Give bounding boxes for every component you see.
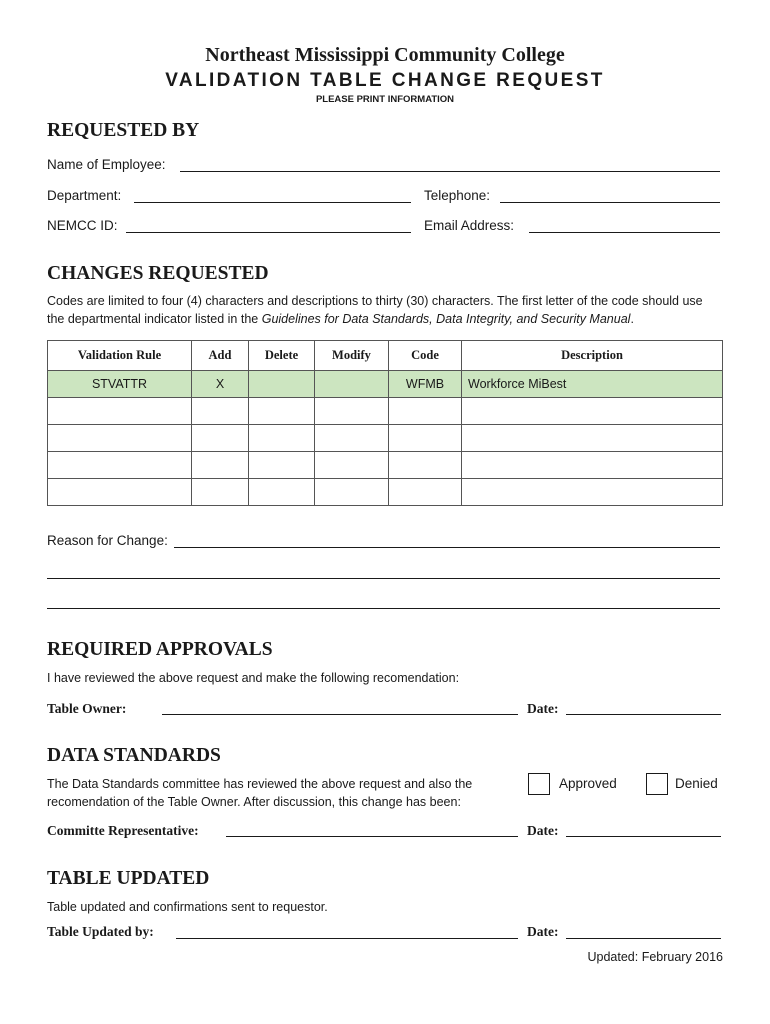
required-approvals-heading: REQUIRED APPROVALS bbox=[47, 639, 273, 660]
changes-requested-heading: CHANGES REQUESTED bbox=[47, 263, 269, 284]
committee-rep-field[interactable] bbox=[226, 836, 518, 837]
cell-code[interactable]: WFMB bbox=[389, 371, 462, 398]
owner-date-field[interactable] bbox=[566, 714, 721, 715]
cell-add[interactable] bbox=[192, 425, 249, 452]
table-updated-heading: TABLE UPDATED bbox=[47, 868, 210, 889]
table-row bbox=[48, 425, 723, 452]
department-field[interactable] bbox=[134, 202, 411, 203]
cell-add[interactable] bbox=[192, 479, 249, 506]
table-owner-field[interactable] bbox=[162, 714, 518, 715]
cell-description[interactable] bbox=[462, 398, 723, 425]
col-modify: Modify bbox=[315, 341, 389, 371]
cell-description[interactable]: Workforce MiBest bbox=[462, 371, 723, 398]
cell-code[interactable] bbox=[389, 479, 462, 506]
updated-by-label: Table Updated by: bbox=[47, 924, 154, 939]
table-row bbox=[48, 398, 723, 425]
col-description: Description bbox=[462, 341, 723, 371]
cell-delete[interactable] bbox=[249, 479, 315, 506]
owner-date-label: Date: bbox=[527, 701, 559, 716]
approval-statement: I have reviewed the above request and make the following recomendation: bbox=[47, 671, 460, 685]
cell-validation-rule[interactable] bbox=[48, 425, 192, 452]
cell-description[interactable] bbox=[462, 425, 723, 452]
cell-validation-rule[interactable] bbox=[48, 452, 192, 479]
email-field[interactable] bbox=[529, 232, 720, 233]
reason-field-line-1[interactable] bbox=[174, 547, 720, 548]
table-updated-statement: Table updated and confirmations sent to requestor. bbox=[47, 900, 328, 914]
updated-footer: Updated: February 2016 bbox=[587, 950, 723, 964]
cell-delete[interactable] bbox=[249, 452, 315, 479]
cell-delete[interactable] bbox=[249, 398, 315, 425]
rep-date-label: Date: bbox=[527, 823, 559, 838]
approved-checkbox[interactable] bbox=[528, 773, 550, 795]
approved-label: Approved bbox=[559, 776, 617, 791]
updated-date-field[interactable] bbox=[566, 938, 721, 939]
nemcc-id-label: NEMCC ID: bbox=[47, 218, 118, 233]
reason-label: Reason for Change: bbox=[47, 533, 168, 548]
cell-add[interactable] bbox=[192, 398, 249, 425]
telephone-label: Telephone: bbox=[424, 188, 491, 203]
cell-delete[interactable] bbox=[249, 371, 315, 398]
department-label: Department: bbox=[47, 188, 122, 203]
guidelines-manual-title: Guidelines for Data Standards, Data Integrity, and Security Manual bbox=[261, 312, 631, 326]
print-instruction: PLEASE PRINT INFORMATION bbox=[315, 94, 455, 105]
col-delete: Delete bbox=[249, 341, 315, 371]
cell-code[interactable] bbox=[389, 398, 462, 425]
nemcc-id-field[interactable] bbox=[126, 232, 411, 233]
cell-add[interactable] bbox=[192, 452, 249, 479]
cell-validation-rule[interactable] bbox=[48, 479, 192, 506]
email-label: Email Address: bbox=[424, 218, 515, 233]
table-header-row bbox=[48, 341, 723, 371]
cell-delete[interactable] bbox=[249, 425, 315, 452]
cell-validation-rule[interactable]: STVATTR bbox=[48, 371, 192, 398]
cell-code[interactable] bbox=[389, 425, 462, 452]
form-title: VALIDATION TABLE CHANGE REQUEST bbox=[165, 70, 605, 91]
requested-by-heading: REQUESTED BY bbox=[47, 120, 200, 141]
data-standards-heading: DATA STANDARDS bbox=[47, 745, 221, 766]
cell-description[interactable] bbox=[462, 479, 723, 506]
cell-modify[interactable] bbox=[315, 371, 389, 398]
table-row bbox=[48, 479, 723, 506]
college-name: Northeast Mississippi Community College bbox=[205, 44, 565, 66]
validation-table bbox=[47, 340, 723, 506]
employee-name-field[interactable] bbox=[180, 171, 720, 172]
col-validation-rule: Validation Rule bbox=[48, 341, 192, 371]
table-row bbox=[48, 452, 723, 479]
cell-description[interactable] bbox=[462, 452, 723, 479]
table-row bbox=[48, 371, 723, 398]
committee-rep-label: Committe Representative: bbox=[47, 823, 199, 838]
telephone-field[interactable] bbox=[500, 202, 720, 203]
cell-add[interactable]: X bbox=[192, 371, 249, 398]
table-owner-label: Table Owner: bbox=[47, 701, 127, 716]
cell-validation-rule[interactable] bbox=[48, 398, 192, 425]
rep-date-field[interactable] bbox=[566, 836, 721, 837]
cell-modify[interactable] bbox=[315, 398, 389, 425]
reason-field-line-2[interactable] bbox=[47, 578, 720, 579]
data-standards-statement: The Data Standards committee has reviewed the above request and also the recomendation of the Table Owner. After discussion, this change has been: bbox=[47, 777, 473, 809]
updated-date-label: Date: bbox=[527, 924, 559, 939]
denied-checkbox[interactable] bbox=[646, 773, 668, 795]
cell-modify[interactable] bbox=[315, 479, 389, 506]
col-add: Add bbox=[192, 341, 249, 371]
updated-by-field[interactable] bbox=[176, 938, 518, 939]
employee-name-label: Name of Employee: bbox=[47, 157, 166, 172]
cell-modify[interactable] bbox=[315, 425, 389, 452]
cell-code[interactable] bbox=[389, 452, 462, 479]
denied-label: Denied bbox=[675, 776, 718, 791]
col-code: Code bbox=[389, 341, 462, 371]
code-limits-note: Codes are limited to four (4) characters and descriptions to thirty (30) characters. The first letter of the code should use the departmental indicator listed in the Guidelines for Data Standards, Data Integrity, and Security Manual. bbox=[47, 294, 703, 326]
cell-modify[interactable] bbox=[315, 452, 389, 479]
reason-field-line-3[interactable] bbox=[47, 608, 720, 609]
